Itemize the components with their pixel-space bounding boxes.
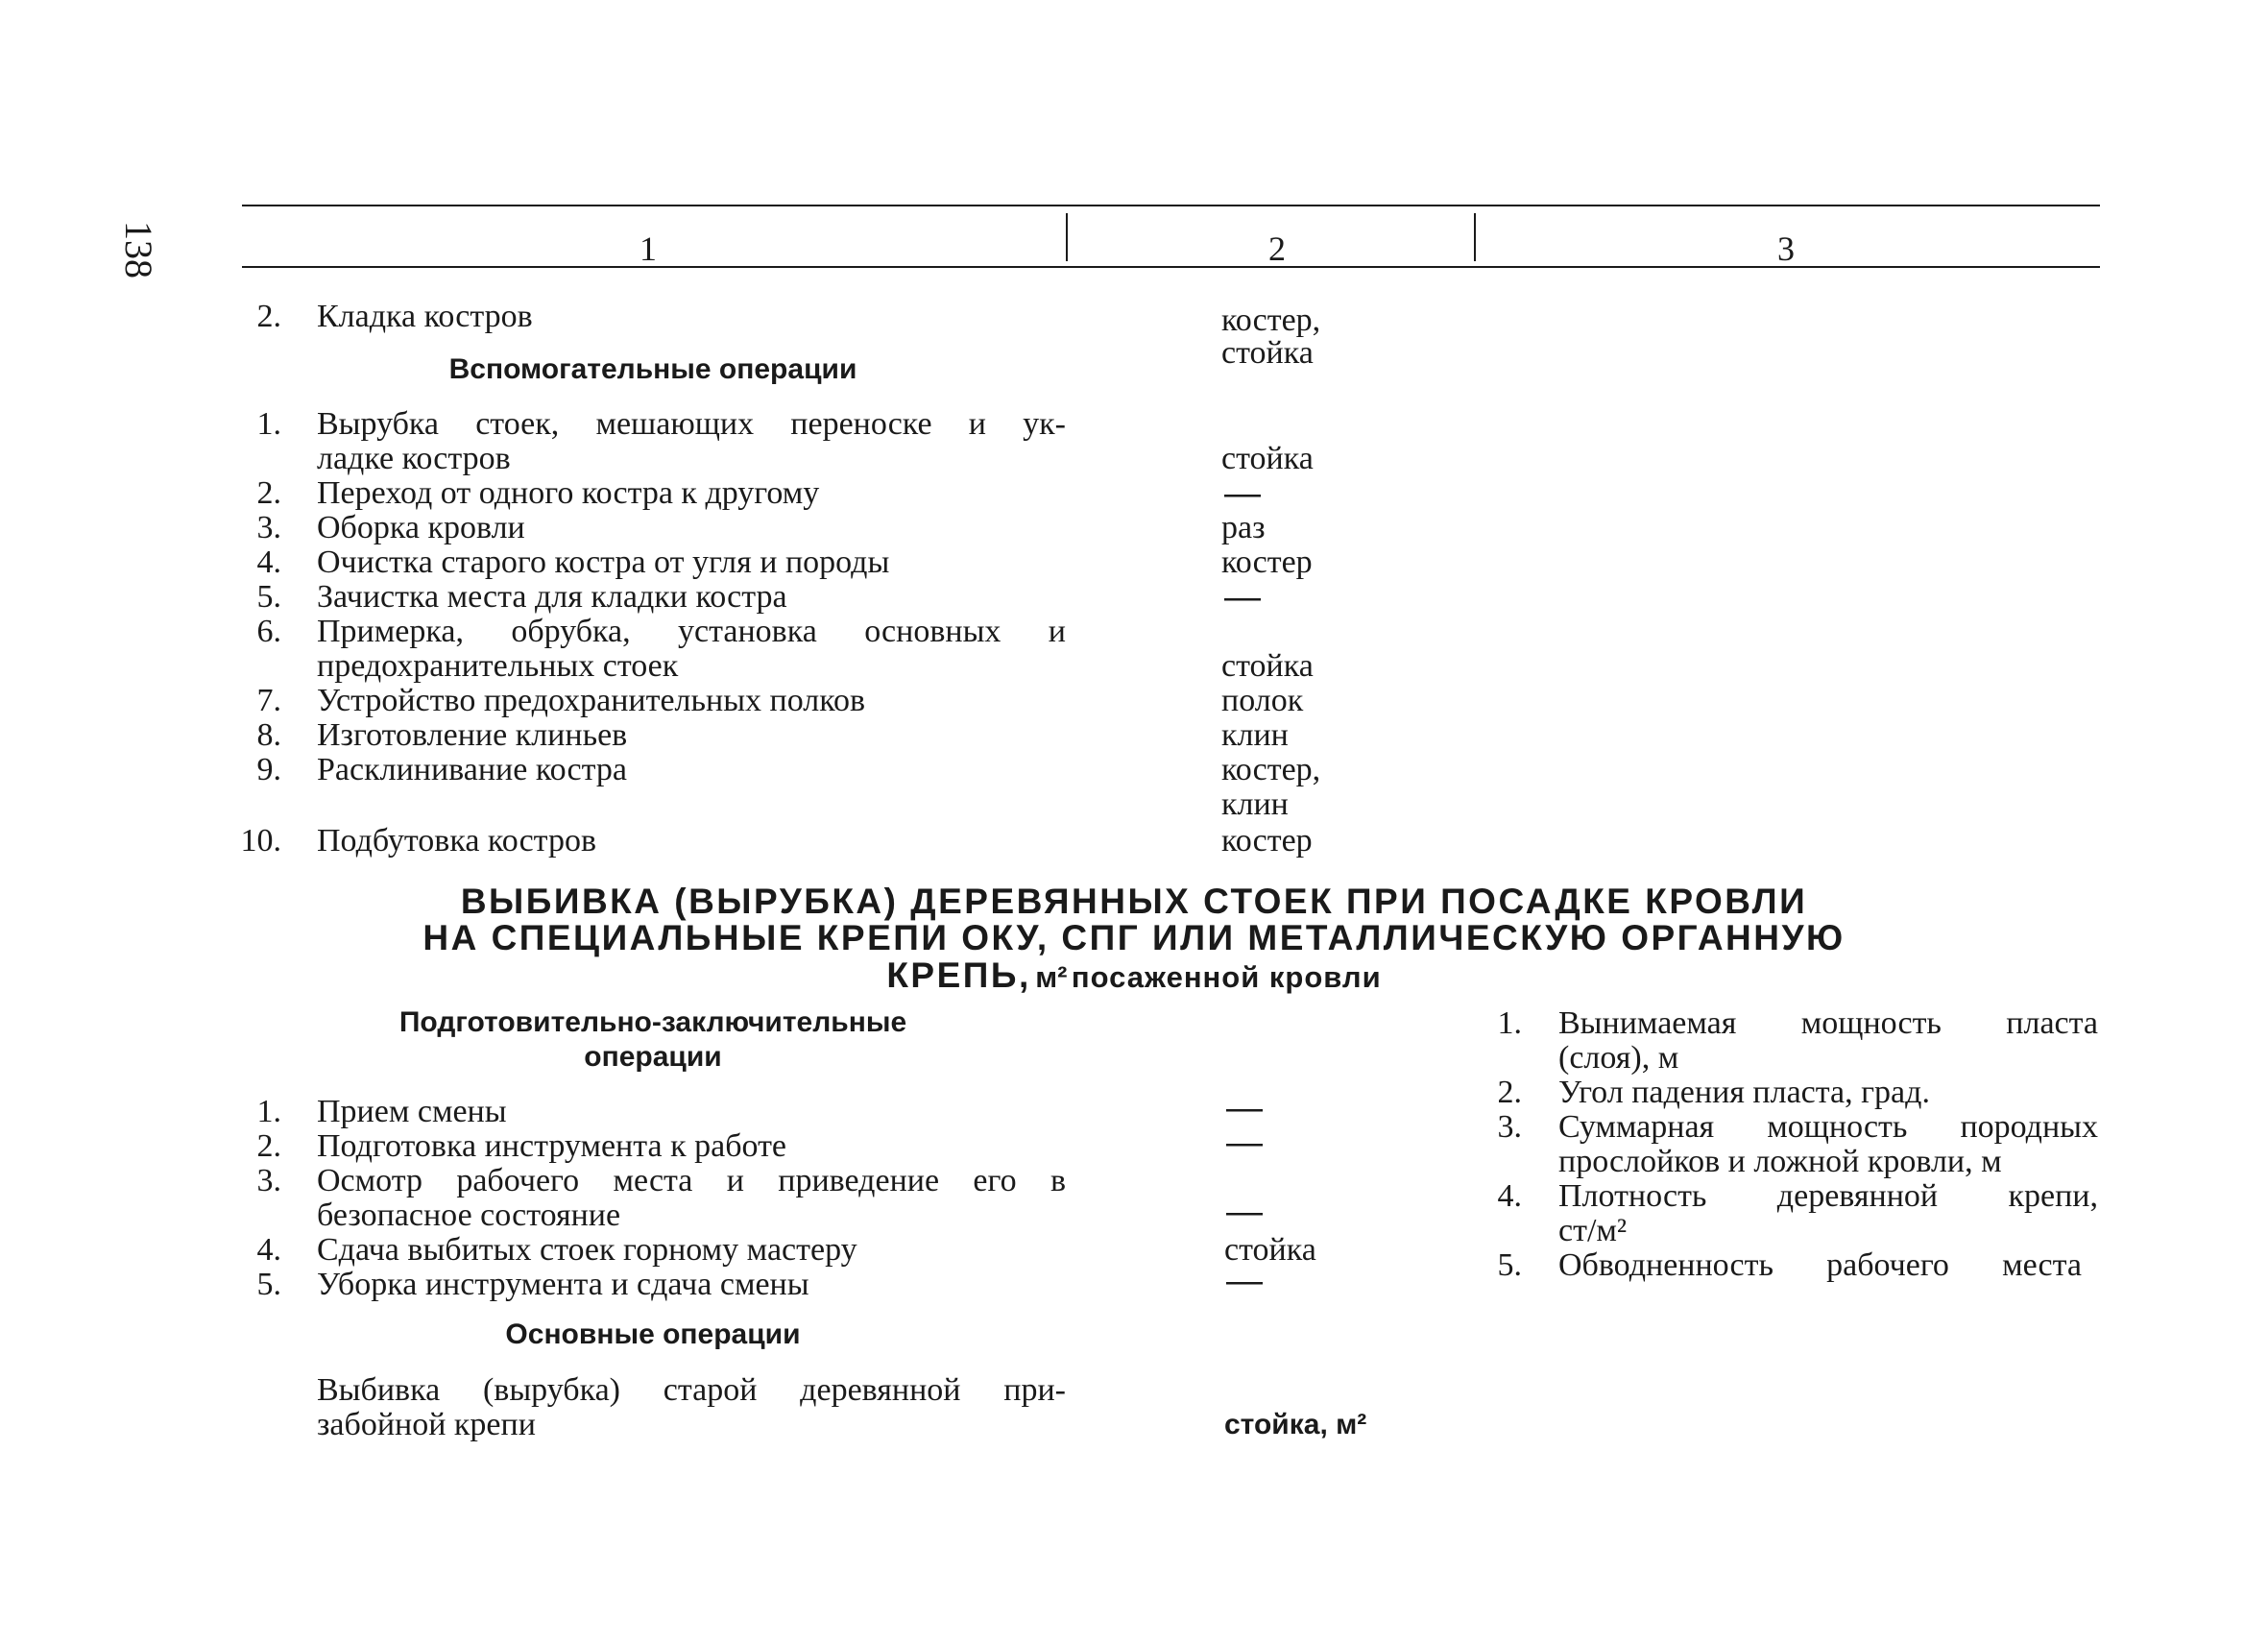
table-top-rule [242, 205, 2100, 206]
factor-text: ст/м² [1558, 1213, 1628, 1248]
list-item-text: Расклинивание костра [317, 752, 627, 787]
section-title-bold: КРЕПЬ, [886, 956, 1031, 995]
list-item-number: 9. [256, 752, 281, 787]
factor-number: 4. [1497, 1178, 1522, 1214]
list-item-unit: — [1224, 473, 1261, 514]
main-operation-text: забойной крепи [317, 1407, 536, 1442]
column-divider-2 [1474, 213, 1476, 261]
section-title-line-1: ВЫБИВКА (ВЫРУБКА) ДЕРЕВЯННЫХ СТОЕК ПРИ ПОСАДКЕ КРОВЛИ [460, 882, 1808, 921]
list-item-text: Прием смены [317, 1094, 507, 1129]
factor-text: Угол падения пласта, град. [1558, 1075, 1930, 1110]
list-item-unit: клин [1221, 786, 1289, 822]
list-item-unit: — [1226, 1192, 1263, 1232]
prep-heading-line-2: операции [584, 1041, 722, 1073]
list-item-number: 7. [256, 683, 281, 718]
item-unit: стойка [1221, 335, 1314, 371]
list-item-unit: костер [1221, 544, 1313, 580]
list-item-number: 1. [256, 406, 281, 442]
item-number: 2. [256, 299, 281, 334]
column-number-1: 1 [639, 230, 657, 268]
list-item-number: 3. [256, 510, 281, 545]
list-item-text: Устройство предохранительных полков [317, 683, 866, 718]
list-item-text: Примерка, обрубка, установка основных и [317, 614, 1066, 649]
section-title-unit: м² [1035, 960, 1068, 994]
page-number: 138 [117, 221, 160, 278]
list-item-unit: — [1224, 577, 1261, 617]
factor-number: 5. [1497, 1247, 1522, 1283]
table-header-rule [242, 266, 2100, 268]
factor-number: 3. [1497, 1109, 1522, 1145]
aux-operations-heading: Вспомогательные операции [448, 353, 857, 385]
item-unit: костер, [1221, 302, 1321, 338]
item-text: Кладка костров [317, 299, 533, 334]
factor-text: Вынимаемая мощность пласта [1558, 1005, 2098, 1041]
list-item-number: 6. [256, 614, 281, 649]
list-item-number: 3. [256, 1163, 281, 1198]
list-item-unit: стойка [1221, 441, 1314, 476]
list-item-text: Переход от одного костра к другому [317, 475, 820, 511]
list-item-text: ладке костров [317, 441, 511, 476]
list-item-text: Очистка старого костра от угля и породы [317, 544, 890, 580]
list-item-unit: полок [1221, 683, 1304, 718]
list-item-text: Оборка кровли [317, 510, 525, 545]
factor-number: 1. [1497, 1005, 1522, 1041]
main-operation-text: Выбивка (вырубка) старой деревянной при- [317, 1372, 1066, 1408]
factor-text: (слоя), м [1558, 1040, 1679, 1076]
factor-text: прослойков и ложной кровли, м [1558, 1144, 2002, 1179]
column-number-2: 2 [1268, 230, 1286, 268]
list-item-text: предохранительных стоек [317, 648, 679, 684]
list-item-number: 4. [256, 1232, 281, 1268]
list-item-number: 2. [256, 1128, 281, 1164]
column-divider-1 [1066, 213, 1068, 261]
list-item-number: 5. [256, 579, 281, 615]
factor-text: Плотность деревянной крепи, [1558, 1178, 2098, 1214]
list-item-number: 8. [256, 717, 281, 753]
section-title-rest: посаженной кровли [1071, 960, 1382, 994]
factor-text: Суммарная мощность породных [1558, 1109, 2098, 1145]
list-item-unit: стойка [1221, 648, 1314, 684]
list-item-number: 4. [256, 544, 281, 580]
list-item-unit: стойка [1224, 1232, 1316, 1268]
list-item-number: 5. [256, 1267, 281, 1302]
list-item-unit: — [1226, 1261, 1263, 1301]
list-item-number: 10. [240, 823, 281, 859]
factor-number: 2. [1497, 1075, 1522, 1110]
list-item-unit: — [1226, 1088, 1263, 1128]
section-title-line-2: НА СПЕЦИАЛЬНЫЕ КРЕПИ ОКУ, СПГ ИЛИ МЕТАЛЛИЧЕСКУЮ ОРГАННУЮ [422, 918, 1846, 957]
main-operation-unit: стойка, м² [1224, 1409, 1367, 1440]
main-operations-heading: Основные операции [505, 1318, 801, 1350]
list-item-number: 2. [256, 475, 281, 511]
list-item-unit: костер, [1221, 752, 1321, 787]
factor-text: Обводненность рабочего места [1558, 1247, 2082, 1283]
list-item-unit: раз [1221, 510, 1266, 545]
section-title-line-3 [0, 956, 2268, 996]
list-item-unit: — [1226, 1123, 1263, 1163]
prep-heading-line-1: Подготовительно-заключительные [398, 1006, 907, 1038]
column-number-3: 3 [1777, 230, 1795, 268]
list-item-text: Осмотр рабочего места и приведение его в [317, 1163, 1066, 1198]
list-item-unit: клин [1221, 717, 1289, 753]
list-item-number: 1. [256, 1094, 281, 1129]
list-item-unit: костер [1221, 823, 1313, 859]
list-item-text: Сдача выбитых стоек горному мастеру [317, 1232, 857, 1268]
list-item-text: Изготовление клиньев [317, 717, 628, 753]
list-item-text: безопасное состояние [317, 1197, 621, 1233]
list-item-text: Подготовка инструмента к работе [317, 1128, 787, 1164]
list-item-text: Вырубка стоек, мешающих переноске и ук- [317, 406, 1066, 442]
list-item-text: Уборка инструмента и сдача смены [317, 1267, 809, 1302]
list-item-text: Зачистка места для кладки костра [317, 579, 787, 615]
list-item-text: Подбутовка костров [317, 823, 596, 859]
